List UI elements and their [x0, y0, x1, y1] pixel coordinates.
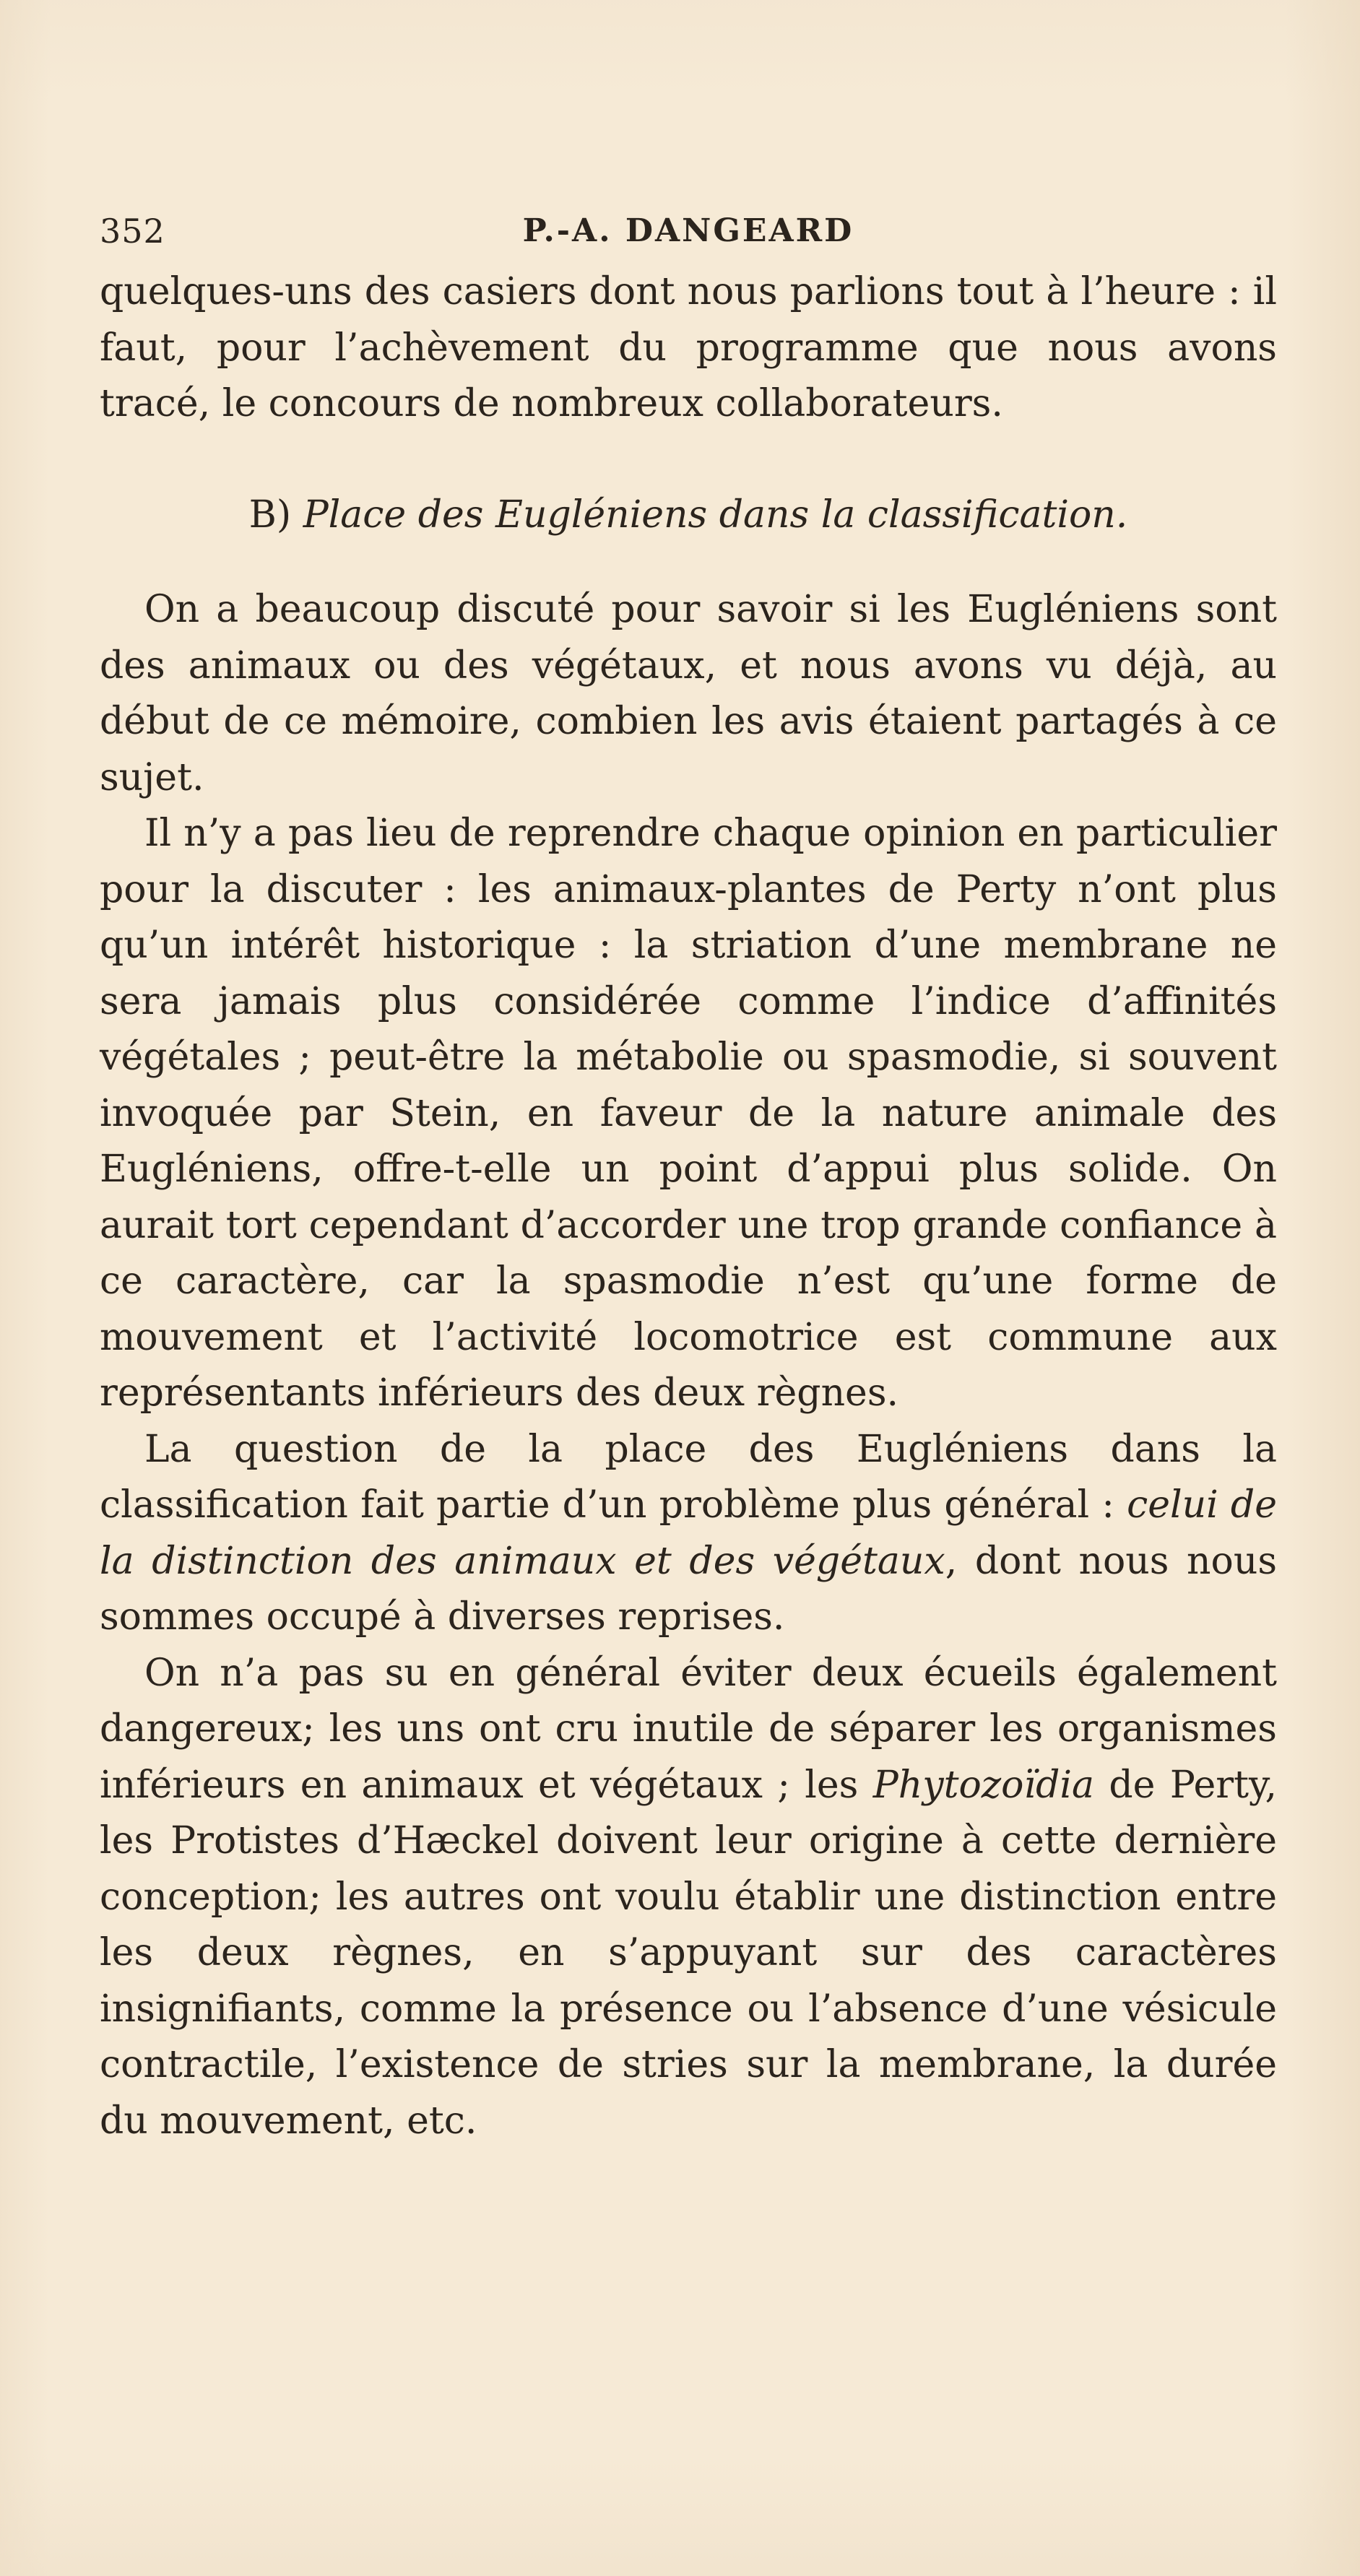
paragraph-3: Il n’y a pas lieu de reprendre chaque opinion en particulier pour la discuter : les animaux-plantes de Perty n’ont plus qu’un intérêt historique : la striation d’une membrane ne sera jamais plus considérée comme l’indice d’affinités végétales ; peut-être la métabolie ou spasmodie, si souvent invoquée par Stein, en faveur de la nature animale des Eugléniens, offre-t-elle un point d’appui plus solide. On aurait tort cependant d’accorder une trop grande confiance à ce caractère, car la spasmodie n’est qu’une forme de mouvement et l’activité locomotrice est commune aux représentants inférieurs des deux règnes. [100, 812, 1277, 1415]
paragraph-1: quelques-uns des casiers dont nous parlions tout à l’heure : il faut, pour l’achèvement du programme que nous avons tracé, le concours de nombreux collaborateurs. [100, 270, 1277, 425]
paragraph-5-end: de Perty, les Protistes d’Hæckel doivent leur origine à cette dernière conception; les autres ont voulu établir une distinction entre les deux règnes, en s’appuyant sur des caractères insignifiants, comme la présence ou l’absence d’une vésicule contractile, l’existence de stries sur la membrane, la durée du mouvement, etc. [100, 1763, 1278, 2143]
running-head [100, 209, 1277, 253]
paragraph-5 [100, 1646, 1277, 2150]
section-title-text: Place des Eugléniens dans la classification. [303, 493, 1128, 537]
page-number: 352 [100, 212, 165, 251]
paragraph-5-start: On n’a pas su en général éviter deux écueils également dangereux; les uns ont cru inutile de séparer les organismes inférieurs en animaux et végétaux ; les [100, 1651, 1277, 1807]
body-text [100, 264, 1277, 2149]
paragraph-2: On a beaucoup discuté pour savoir si les Eugléniens sont des animaux ou des végétaux, et nous avons vu déjà, au début de ce mémoire, combien les avis étaient partagés à ce sujet. [100, 588, 1277, 799]
section-title [100, 487, 1277, 544]
paragraph-4-italic: celui de la distinction des animaux et des végétaux [100, 1483, 1277, 1583]
paragraph-4-start: La question de la place des Eugléniens dans la classification fait partie d’un problème plus général : [100, 1427, 1277, 1527]
paragraph-5-italic: Phytozoïdia [872, 1763, 1095, 1807]
paragraph-4 [100, 1422, 1277, 1646]
section-letter: B) [248, 493, 292, 537]
author-name: P.-A. DANGEARD [522, 212, 854, 249]
paragraph-4-end: , dont nous nous sommes occupé à diverses reprises. [100, 1539, 1278, 1639]
